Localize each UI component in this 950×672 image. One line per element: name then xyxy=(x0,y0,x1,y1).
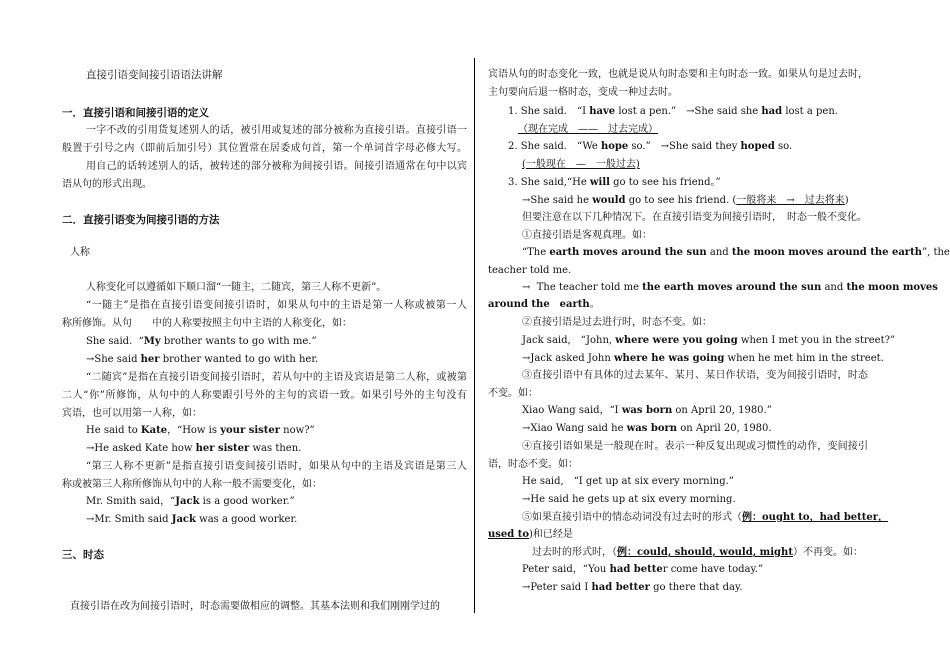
example-line xyxy=(86,335,317,349)
paragraph-line: 称所修饰。从句 中的人称要按照主句中主语的人称变化，如： xyxy=(62,318,352,329)
example-line xyxy=(522,334,895,348)
example-line xyxy=(86,353,318,367)
arrow-icon: → xyxy=(522,494,531,505)
text-span: 例：ought to，had better， xyxy=(742,512,889,523)
text-span: The teacher told me xyxy=(536,282,643,293)
text-span: 过去时的形式时，（ xyxy=(532,547,617,558)
example-line xyxy=(522,194,849,208)
paragraph-line: “一随主”是指在直接引语变间接引语时，如果从句中的主语是第一人称或被第一人 xyxy=(86,300,467,311)
text-span: and xyxy=(706,247,732,258)
paragraph-line: “第三人称不更新”是指直接引语变间接引语时，如果从句中的主语及宾语是第三人 xyxy=(86,461,467,472)
text-span: 1. She said. “I xyxy=(508,106,590,117)
text-span: when I met you in the street?” xyxy=(737,335,896,346)
paragraph-line: 一字不改的引用货复述别人的话，被引用或复述的部分被称为直接引语。直接引语一 xyxy=(86,125,467,136)
example-line xyxy=(522,404,772,418)
example-line: He said, “I get up at six every morning.” xyxy=(522,476,734,487)
arrow-icon: → xyxy=(86,443,95,454)
text-span: 。 xyxy=(589,299,600,310)
text-span: 一般将来 → 过去将来 xyxy=(736,195,845,206)
text-span: was born xyxy=(626,423,678,434)
paragraph-line xyxy=(532,546,863,560)
text-span: so.” →She said they xyxy=(628,141,741,152)
paragraph-line: 二人“你”所修饰，从句中的人称要跟引号外的主句的宾语一致。如果引号外的主句没有 xyxy=(62,390,467,401)
text-span: “ xyxy=(138,336,144,347)
text-span: was then. xyxy=(249,443,302,454)
text-span: Jack asked John xyxy=(530,353,614,364)
paragraph-line: ④直接引语如果是一般现在时。表示一种反复出现或习惯性的动作，变间接引 xyxy=(522,441,868,452)
text-span: is a good worker.” xyxy=(199,496,295,507)
example-line xyxy=(508,105,838,119)
heading-method: 二．直接引语变为间接引语的方法 xyxy=(62,214,220,226)
paragraph-line: ①直接引语是客观真理。如： xyxy=(522,230,652,241)
paragraph-line: 但要注意在以下几种情况下。在直接引语变为间接引语时， 时态一般不变化。 xyxy=(522,212,867,223)
arrow-icon: → xyxy=(86,514,95,525)
text-span: the moon moves xyxy=(846,282,938,293)
text-span: around the earth xyxy=(488,299,590,310)
paragraph-line: 不变。如： xyxy=(488,388,538,399)
arrow-icon: → xyxy=(522,195,531,206)
text-span: ) xyxy=(844,195,849,206)
paragraph-line: 人称变化可以遵循如下顺口溜“一随主，二随宾，第三人称不更新”。 xyxy=(86,282,387,293)
arrow-icon: → xyxy=(522,582,531,593)
arrow-icon: → xyxy=(522,423,531,434)
paragraph-line: 用自己的话转述别人的话，被转述的部分被称为间接引语。间接引语通常在句中以宾 xyxy=(86,161,467,172)
example-line xyxy=(522,422,772,436)
text-span: had xyxy=(761,106,783,117)
text-span: had bette xyxy=(609,564,663,575)
example-line xyxy=(488,281,938,295)
text-span: and xyxy=(821,282,847,293)
text-span: brother wanted to go with her. xyxy=(159,354,319,365)
example-line xyxy=(86,442,301,456)
paragraph-line: 宾语，也可以用第一人称，如： xyxy=(62,408,202,419)
paragraph-line: 主句要向后退一格时态，变成一种过去时。 xyxy=(488,87,678,98)
text-span: ，“How is xyxy=(167,425,221,436)
text-span: Kate xyxy=(140,425,168,436)
text-span: hoped xyxy=(740,141,775,152)
text-span: hope xyxy=(600,141,629,152)
subheading-person: 人称 xyxy=(70,247,90,258)
paragraph-line xyxy=(522,511,888,525)
text-span: 例：could, should, would, might xyxy=(617,547,793,558)
text-span: so. xyxy=(774,141,793,152)
text-span: “The xyxy=(522,247,550,258)
heading-definition: 一．直接引语和间接引语的定义 xyxy=(62,107,209,119)
column-divider xyxy=(474,58,475,613)
text-span: the earth moves around the sun xyxy=(642,282,822,293)
text-span: Mr. Smith said xyxy=(94,514,172,525)
text-span: have xyxy=(589,106,616,117)
text-span: now?” xyxy=(280,425,315,436)
text-span: Jack xyxy=(175,496,200,507)
example-line xyxy=(522,246,950,260)
text-span: )和已经是 xyxy=(529,529,573,540)
text-span: Xiao Wang said，“I xyxy=(522,405,622,416)
text-span: when he met him in the street. xyxy=(724,353,884,364)
paragraph-line: “二随宾”是指在直接引语变间接引语时，若从句中的主语及宾语是第二人称，或被第 xyxy=(86,372,467,383)
text-span: 2. She said. “We xyxy=(508,141,601,152)
paragraph-line: ③直接引语中有具体的过去某年、某月、某日作状语，变为间接引语时，时态 xyxy=(522,370,868,381)
tense-note xyxy=(518,123,658,137)
paragraph-line: 宾语从句的时态变化一致，也就是说从句时态要和主句时态一致。如果从句是过去时， xyxy=(488,69,868,80)
text-span: go there that day. xyxy=(649,582,743,593)
text-span: 3. She said,“He xyxy=(508,177,590,188)
text-span: had better xyxy=(591,582,650,593)
example-line xyxy=(488,298,600,312)
example-line xyxy=(86,513,297,527)
text-span: ）不再变。如： xyxy=(792,547,863,558)
text-span: Peter said I xyxy=(530,582,592,593)
paragraph-line: 直接引语在改为间接引语时，时态需要做相应的调整。其基本法则和我们刚刚学过的 xyxy=(70,601,440,612)
text-span: My xyxy=(143,336,161,347)
text-span: She said he xyxy=(530,195,593,206)
text-span: was a good worker. xyxy=(195,514,298,525)
text-span: where he was going xyxy=(613,353,725,364)
text-span: earth moves around the sun xyxy=(549,247,707,258)
example-line xyxy=(508,176,721,190)
text-span: He asked Kate how xyxy=(94,443,196,454)
paragraph-line xyxy=(488,528,573,542)
arrow-icon: → xyxy=(522,353,531,364)
text-span: Peter said，“You xyxy=(522,564,610,575)
paragraph-line: 语，时态不变。如： xyxy=(488,459,578,470)
arrow-icon: → xyxy=(522,282,531,293)
text-span: on April 20, 1980.” xyxy=(672,405,772,416)
text-span: brother wants to go with me. xyxy=(160,336,312,347)
text-span: was born xyxy=(621,405,673,416)
example-line: teacher told me. xyxy=(488,265,572,276)
text-span: r come have today.” xyxy=(662,564,764,575)
text-span: lost a pen.” →She said she xyxy=(615,106,762,117)
text-span: Xiao Wang said he xyxy=(530,423,627,434)
heading-tense: 三、时态 xyxy=(62,549,104,561)
example-line xyxy=(522,581,742,595)
example-line xyxy=(522,352,884,366)
text-span: Jack xyxy=(171,514,196,525)
text-span: your sister xyxy=(220,425,280,436)
text-span: He said he gets up at six every morning. xyxy=(530,494,736,505)
example-line xyxy=(86,424,315,438)
text-span: Mr. Smith said，“ xyxy=(86,496,176,507)
text-span: would xyxy=(592,195,626,206)
text-span: her sister xyxy=(195,443,250,454)
paragraph-line: 般置于引号之内（即前后加引号）其位置常在居委成句首，第一个单词首字母必修大写。 xyxy=(62,143,467,154)
arrow-icon: → xyxy=(86,354,95,365)
text-span: go to see his friend。” xyxy=(609,177,721,188)
text-span: go to see his friend. ( xyxy=(625,195,737,206)
example-line xyxy=(508,140,792,154)
text-span: She said xyxy=(94,354,141,365)
example-line xyxy=(522,563,763,577)
paragraph-line: 语从句的形式出现。 xyxy=(62,179,152,190)
example-line xyxy=(522,493,736,507)
paragraph-line: 称或被第三人称所修饰从句中的人称一般不需要变化，如： xyxy=(62,479,322,490)
paragraph-line: ②直接引语是过去进行时，时态不变。如： xyxy=(522,317,712,328)
text-span: will xyxy=(589,177,610,188)
text-span: where were you going xyxy=(615,335,738,346)
text-span: She said. xyxy=(86,336,133,347)
text-span: lost a pen. xyxy=(782,106,838,117)
text-span: (一般现在 — 一般过去) xyxy=(522,159,640,170)
text-span: on April 20, 1980. xyxy=(677,423,772,434)
text-span: the moon moves around the earth xyxy=(731,247,922,258)
text-span: used to xyxy=(488,529,530,540)
text-span: ⑤如果直接引语中的情态动词没有过去时的形式（ xyxy=(522,512,742,523)
text-span: He said to xyxy=(86,425,141,436)
text-span: ”, the xyxy=(921,247,950,258)
text-span: Jack said, “John, xyxy=(522,335,616,346)
example-line xyxy=(86,495,295,509)
text-span: her xyxy=(140,354,160,365)
tense-note xyxy=(522,158,640,172)
document-title: 直接引语变间接引语语法讲解 xyxy=(86,69,223,81)
text-span: ” xyxy=(311,336,317,347)
text-span: （现在完成 —— 过去完成） xyxy=(518,124,658,135)
